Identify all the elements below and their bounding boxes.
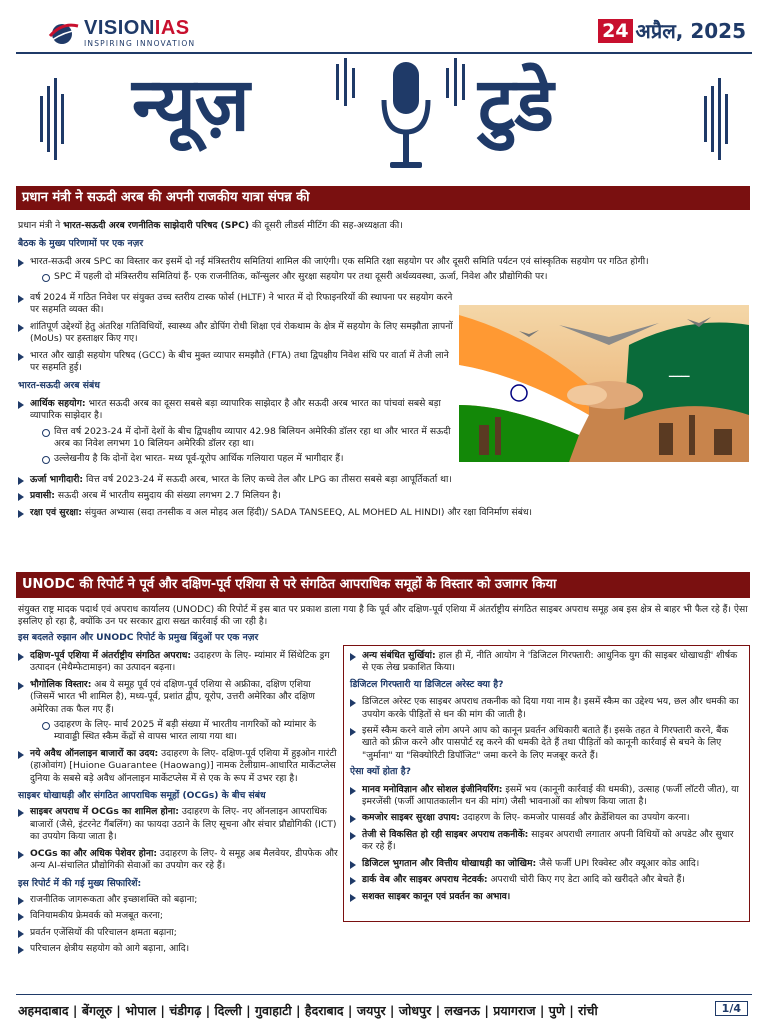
date-month-year: अप्रैल, 2025 (635, 19, 746, 43)
trends-column (18, 650, 338, 960)
list-item: प्रवासी: सऊदी अरब में भारतीय समुदाय की संख्या लगभग 2.7 मिलियन है। (18, 490, 750, 502)
list-item: आर्थिक सहयोग: भारत सऊदी अरब का दूसरा सबसे बड़ा व्यापारिक साझेदार है और सऊदी अरब भारत का पांचवां सबसे बड़ा व्यापारिक साझेदार है। वित्त वर्ष 2023-24 में दोनों देशों के बीच द्विपक्षीय व्यापार 42.98 बिलियन अमेरिकी डॉलर रहा था और भारत में सऊदी अरब का निवेश लगभग 10 बिलियन अमेरिकी डॉलर रहा था। उल्लेखनीय है कि दोनों देश भारत- मध्य पूर्व-यूरोप आर्थिक गलियारा पहल में भागीदार हैं। (18, 398, 454, 466)
page-header (0, 0, 768, 52)
outcomes-list-wide (18, 256, 750, 288)
list-item: इसमें स्कैम करने वाले लोग अपने आप को कानून प्रवर्तन अधिकारी बताते हैं। इसके तहत वे गिरफ्तारी करने, बैंक खाते को फ्रीज करने और पासपोर्ट रद्द करने की धमकी देते हैं तथा पीड़ितों को कानूनी कार्रवाई से बचने के लिए "जुर्माना" या "सिक्योरिटी डिपॉजिट" जमा करने के लिए मजबूर करते हैं। (350, 725, 742, 762)
section-1-intro: प्रधान मंत्री ने भारत-सऊदी अरब रणनीतिक साझेदारी परिषद (SPC) की दूसरी लीडर्स मीटिंग की सह-अध्यक्षता की। (18, 220, 403, 231)
box-content (350, 650, 742, 903)
masthead (0, 54, 768, 184)
brand-tagline: INSPIRING INNOVATION (84, 39, 196, 48)
box-question-1: डिजिटल गिरफ्तारी या डिजिटल अरेस्ट क्या है? (350, 678, 504, 690)
globe-logo-icon (48, 20, 80, 46)
issue-date (598, 17, 746, 44)
city-list: अहमदाबाद | बेंगलूरु | भोपाल | चंडीगढ़ | दिल्ली | गुवाहाटी | हैदराबाद | जयपुर | जोधपुर | लखनऊ | प्रयागराज | पुणे | रांची (18, 1003, 598, 1018)
footer-divider (16, 994, 752, 995)
sub-list-item: SPC में पहली दो मंत्रिस्तरीय समितियां हैं- एक राजनीतिक, कॉन्सुलर और सुरक्षा सहयोग पर तथा दूसरी अर्थव्यवस्था, ऊर्जा, निवेश और प्रौद्योगिकी पर। (30, 271, 750, 283)
list-item: वर्ष 2024 में गठित निवेश पर संयुक्त उच्च स्तरीय टास्क फोर्स (HLTF) ने भारत में दो रिफाइनरियों की स्थापना पर सहयोग करने पर सहमति व्यक्त की। (18, 292, 454, 317)
section-2-intro: संयुक्त राष्ट्र मादक पदार्थ एवं अपराध कार्यालय (UNODC) की रिपोर्ट में इस बात पर प्रकाश डाला गया है कि पूर्व और दक्षिण-पूर्व एशिया में अंतर्राष्ट्रीय संगठित साइबर अपराध समूह अब इस क्षेत्र से बाहर भी फैल रहे हैं। ऐसा इसलिए हो रहा है, क्योंकि उन पर सरकार द्वारा सख्त कार्रवाई की जा रही है। (18, 604, 748, 628)
relations-heading: भारत-सऊदी अरब संबंध (18, 380, 100, 392)
relations-list-wide (18, 474, 750, 523)
outcomes-list-narrow (18, 292, 454, 470)
list-item: भौगोलिक विस्तार: अब ये समूह पूर्व एवं दक्षिण-पूर्व एशिया से अफ्रीका, दक्षिण एशिया (जिसमें भारत भी शामिल है), मध्य-पूर्व, प्रशांत द्वीप, यूरोप, उत्तरी अमेरिका और दक्षिण अमेरिका तक फैल गए हैं। उदाहरण के लिए- मार्च 2025 में बड़ी संख्या में भारतीय नागरिकों को म्यांमार के म्यावाड्डी स्थित स्कैम केंद्रों से वापस भारत लाया गया था। (18, 679, 338, 744)
nexus-heading: साइबर धोखाधड़ी और संगठित आपराधिक समूहों (OCGs) के बीच संबंध (18, 790, 266, 802)
masthead-title-news: न्यूज़ (132, 62, 249, 148)
list-item: डिजिटल भुगतान और वित्तीय धोखाधड़ी का जोखिम: जैसे फर्जी UPI रिक्वेस्ट और क्यूआर कोड आदि। (350, 858, 742, 870)
sub-list-item: उदाहरण के लिए- मार्च 2025 में बड़ी संख्या में भारतीय नागरिकों को म्यांमार के म्यावाड्डी स्थित स्कैम केंद्रों से वापस भारत लाया गया था। (30, 719, 338, 744)
list-item: शांतिपूर्ण उद्देश्यों हेतु अंतरिक्ष गतिविधियों, स्वास्थ्य और डोपिंग रोधी शिक्षा एवं रोकथाम के क्षेत्र में सहयोग के लिए समझौता ज्ञापनों (MoUs) पर हस्ताक्षर किए गए। (18, 321, 454, 346)
recommendation-item: विनियामकीय फ्रेमवर्क को मजबूत करना; (18, 910, 338, 922)
brand-suffix: IAS (154, 17, 190, 39)
masthead-title-today: टुडे (478, 62, 553, 148)
box-question-2: ऐसा क्यों होता है? (350, 766, 411, 778)
list-item: तेजी से विकसित हो रही साइबर अपराध तकनीकें: साइबर अपराधी लगातार अपनी विधियों को अपडेट और सुधार कर रहे हैं। (350, 829, 742, 854)
list-item: ऊर्जा भागीदारी: वित्त वर्ष 2023-24 में सऊदी अरब, भारत के लिए कच्चे तेल और LPG का तीसरा सबसे बड़ा आपूर्तिकर्ता था। (18, 474, 750, 486)
list-item: अन्य संबंधित सुर्खियां: हाल ही में, नीति आयोग ने 'डिजिटल गिरफ्तारी: आधुनिक युग की साइबर धोखाधड़ी' शीर्षक से एक लेख प्रकाशित किया। (350, 650, 742, 675)
page-number: 1/4 (715, 1001, 748, 1016)
recommendation-item: परिचालन क्षेत्रीय सहयोग को आगे बढ़ाना, आदि। (18, 943, 338, 955)
list-item: नये अवैध ऑनलाइन बाजारों का उदय: उदाहरण के लिए- दक्षिण-पूर्व एशिया में हुइओन गारंटी (हाओवांग) [Huione Guarantee (Haowang)] नामक टेलीग्राम-आधारित मार्केटप्लेस दुनिया के सबसे बड़े अवैध ऑनलाइन मार्केटप्लेस में से एक के रूप में उभर रहा है। (18, 748, 338, 785)
list-item: दक्षिण-पूर्व एशिया में अंतर्राष्ट्रीय संगठित अपराध: उदाहरण के लिए- म्यांमार में सिंथेटिक ड्रग उत्पादन (मेथैम्फेटामाइन) का उत्पादन बढ़ना। (18, 650, 338, 675)
list-item: भारत और खाड़ी सहयोग परिषद (GCC) के बीच मुक्त व्यापार समझौते (FTA) तथा द्विपक्षीय निवेश संधि पर वार्ता में तेजी लाने पर सहमति हुई। (18, 350, 454, 375)
india-saudi-illustration (459, 305, 749, 462)
recommendation-item: राजनीतिक जागरूकता और इच्छाशक्ति को बढ़ाना; (18, 894, 338, 906)
list-item: रक्षा एवं सुरक्षा: संयुक्त अभ्यास (सदा तनसीक व अल मोहद अल हिंदी)/ SADA TANSEEQ, AL MOHED AL HINDI) और रक्षा विनिर्माण संबंध। (18, 507, 750, 519)
list-item: OCGs का और अधिक पेशेवर होना: उदाहरण के लिए- ये समूह अब मैलवेयर, डीपफेक और अन्य AI-संचालित प्रौद्योगिकी सेवाओं का उपयोग कर रहे हैं। (18, 848, 338, 873)
outcomes-heading: बैठक के मुख्य परिणामों पर एक नज़र (18, 238, 144, 249)
list-item: डार्क वेब और साइबर अपराध नेटवर्क: अपराधी चोरी किए गए डेटा आदि को खरीदते और बेचते हैं। (350, 874, 742, 886)
list-item: कमजोर साइबर सुरक्षा उपाय: उदाहरण के लिए- कमजोर पासवर्ड और क्रेडेंशियल का उपयोग करना। (350, 812, 742, 824)
microphone-icon (376, 60, 436, 178)
list-item: डिजिटल अरेस्ट एक साइबर अपराध तकनीक को दिया गया नाम है। इसमें स्कैम का उद्देश्य भय, छल और धमकी का उपयोग करके पीड़ितों से धन की मांग की जाती है। (350, 696, 742, 721)
section-2-title: UNODC की रिपोर्ट ने पूर्व और दक्षिण-पूर्व एशिया से परे संगठित आपराधिक समूहों के विस्तार को उजागर किया (16, 572, 750, 598)
recommendations-heading: इस रिपोर्ट में की गई मुख्य सिफारिशें: (18, 877, 142, 889)
page-footer (0, 994, 768, 1024)
list-item: मानव मनोविज्ञान और सोशल इंजीनियरिंग: इसमें भय (कानूनी कार्रवाई की धमकी), उत्साह (फर्जी लॉटरी जीत), या इमरजेंसी (फर्जी आपातकालीन धन की मांग) जैसी भावनाओं का शोषण किया जाता है। (350, 784, 742, 809)
trends-heading: इस बदलते रुझान और UNODC रिपोर्ट के प्रमुख बिंदुओं पर एक नज़र (18, 632, 259, 643)
section-1-title: प्रधान मंत्री ने सऊदी अरब की अपनी राजकीय यात्रा संपन्न की (16, 186, 750, 210)
sub-list-item: वित्त वर्ष 2023-24 में दोनों देशों के बीच द्विपक्षीय व्यापार 42.98 बिलियन अमेरिकी डॉलर रहा था और भारत में सऊदी अरब का निवेश लगभग 10 बिलियन अमेरिकी डॉलर रहा था। (30, 426, 454, 451)
vision-ias-logo[interactable] (48, 18, 195, 48)
recommendation-item: प्रवर्तन एजेंसियों की परिचालन क्षमता बढ़ाना; (18, 927, 338, 939)
date-day: 24 (598, 19, 632, 43)
svg-text:ـــــ: ـــــ (669, 365, 690, 381)
sub-list-item: उल्लेखनीय है कि दोनों देश भारत- मध्य पूर्व-यूरोप आर्थिक गलियारा पहल में भागीदार हैं। (30, 453, 454, 465)
list-item: भारत-सऊदी अरब SPC का विस्तार कर इसमें दो नई मंत्रिस्तरीय समितियां शामिल की जाएंगी। एक समिति रक्षा सहयोग पर और दूसरी समिति पर्यटन एवं सांस्कृतिक सहयोग पर गठित होगी। SPC में पहली दो मंत्रिस्तरीय समितियां हैं- एक राजनीतिक, कॉन्सुलर और सुरक्षा सहयोग पर तथा दूसरी अर्थव्यवस्था, ऊर्जा, निवेश और प्रौद्योगिकी पर। (18, 256, 750, 284)
digital-arrest-box (343, 645, 750, 922)
list-item: साइबर अपराध में OCGs का शामिल होना: उदाहरण के लिए- नए ऑनलाइन आपराधिक बाजारों (जैसे, इंटरनेट गैंबलिंग) का फायदा उठाने के लिए सूचना और संचार प्रौद्योगिकी (ICT) का उपयोग किया जाता है। (18, 806, 338, 843)
list-item: सशक्त साइबर कानून एवं प्रवर्तन का अभाव। (350, 891, 742, 903)
brand-name: VISION (84, 17, 155, 39)
